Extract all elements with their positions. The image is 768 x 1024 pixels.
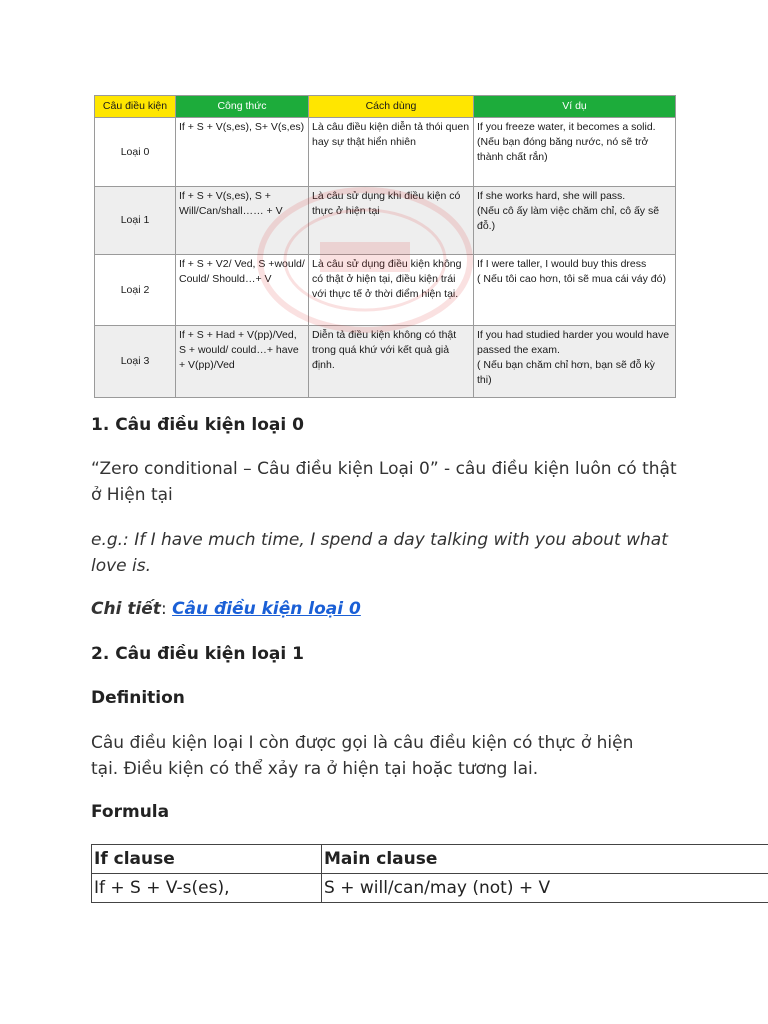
table-row xyxy=(95,187,676,254)
type-cell: Loại 1 xyxy=(95,187,176,254)
if-clause-cell: If + S + V-s(es), xyxy=(92,874,322,903)
type-cell: Loại 0 xyxy=(95,118,176,187)
usage-cell: Diễn tả điều kiện không có thật trong quá khứ với kết quả giả định. xyxy=(309,326,474,398)
section-heading-type-0: 1. Câu điều kiện loại 0 xyxy=(91,415,304,435)
main-clause-header: Main clause xyxy=(322,845,768,874)
formula-heading: Formula xyxy=(91,802,170,822)
formula-cell: If + S + V2/ Ved, S +would/ Could/ Should…+ V xyxy=(176,254,309,326)
header-cau-dieu-kien: Câu điều kiện xyxy=(95,96,176,118)
formula-header-row xyxy=(92,845,768,874)
definition-text: Câu điều kiện loại I còn được gọi là câu điều kiện có thực ở hiện tại. Điều kiện có thể xảy ra ở hiện tại hoặc tương lai. xyxy=(91,733,634,779)
usage-cell: Là câu điều kiện diễn tả thói quen hay sự thật hiển nhiên xyxy=(309,118,474,187)
example-cell: If I were taller, I would buy this dress ( Nếu tôi cao hơn, tôi sẽ mua cái váy đó) xyxy=(474,254,676,326)
type-cell: Loại 2 xyxy=(95,254,176,326)
detail-line xyxy=(91,596,691,622)
detail-link[interactable]: Câu điều kiện loại 0 xyxy=(172,599,361,619)
conditional-types-table xyxy=(94,95,676,398)
header-cach-dung: Cách dùng xyxy=(309,96,474,118)
formula-table xyxy=(91,844,768,903)
table-row xyxy=(95,254,676,326)
formula-cell: If + S + V(s,es), S + Will/Can/shall…… + V xyxy=(176,187,309,254)
usage-cell: Là câu sử dụng khi điều kiện có thực ở hiện tại xyxy=(309,187,474,254)
detail-label: Chi tiết xyxy=(91,599,161,619)
example-cell: If you freeze water, it becomes a solid. (Nếu bạn đóng băng nước, nó sẽ trở thành chất rắn) xyxy=(474,118,676,187)
header-vi-du: Ví dụ xyxy=(474,96,676,118)
table-header-row xyxy=(95,96,676,118)
main-clause-cell: S + will/can/may (not) + V xyxy=(322,874,768,903)
usage-cell: Là câu sử dụng điều kiện không có thật ở hiện tại, điều kiện trái với thực tế ở thời điểm hiện tại. xyxy=(309,254,474,326)
detail-separator: : xyxy=(160,599,173,619)
table-row xyxy=(95,326,676,398)
if-clause-header: If clause xyxy=(92,845,322,874)
definition-heading: Definition xyxy=(91,688,185,708)
header-cong-thuc: Công thức xyxy=(176,96,309,118)
example-cell: If you had studied harder you would have passed the exam. ( Nếu bạn chăm chỉ hơn, bạn sẽ đỗ kỳ thi) xyxy=(474,326,676,398)
zero-conditional-example: e.g.: If I have much time, I spend a day talking with you about what love is. xyxy=(91,530,668,576)
table-row xyxy=(95,118,676,187)
type-cell: Loại 3 xyxy=(95,326,176,398)
formula-cell: If + S + V(s,es), S+ V(s,es) xyxy=(176,118,309,187)
example-cell: If she works hard, she will pass. (Nếu cô ấy làm việc chăm chỉ, cô ấy sẽ đỗ.) xyxy=(474,187,676,254)
section-heading-type-1: 2. Câu điều kiện loại 1 xyxy=(91,644,304,664)
zero-conditional-intro: “Zero conditional – Câu điều kiện Loại 0” - câu điều kiện luôn có thật ở Hiện tại xyxy=(91,459,677,505)
table-row xyxy=(92,874,768,903)
formula-cell: If + S + Had + V(pp)/Ved, S + would/ could…+ have + V(pp)/Ved xyxy=(176,326,309,398)
